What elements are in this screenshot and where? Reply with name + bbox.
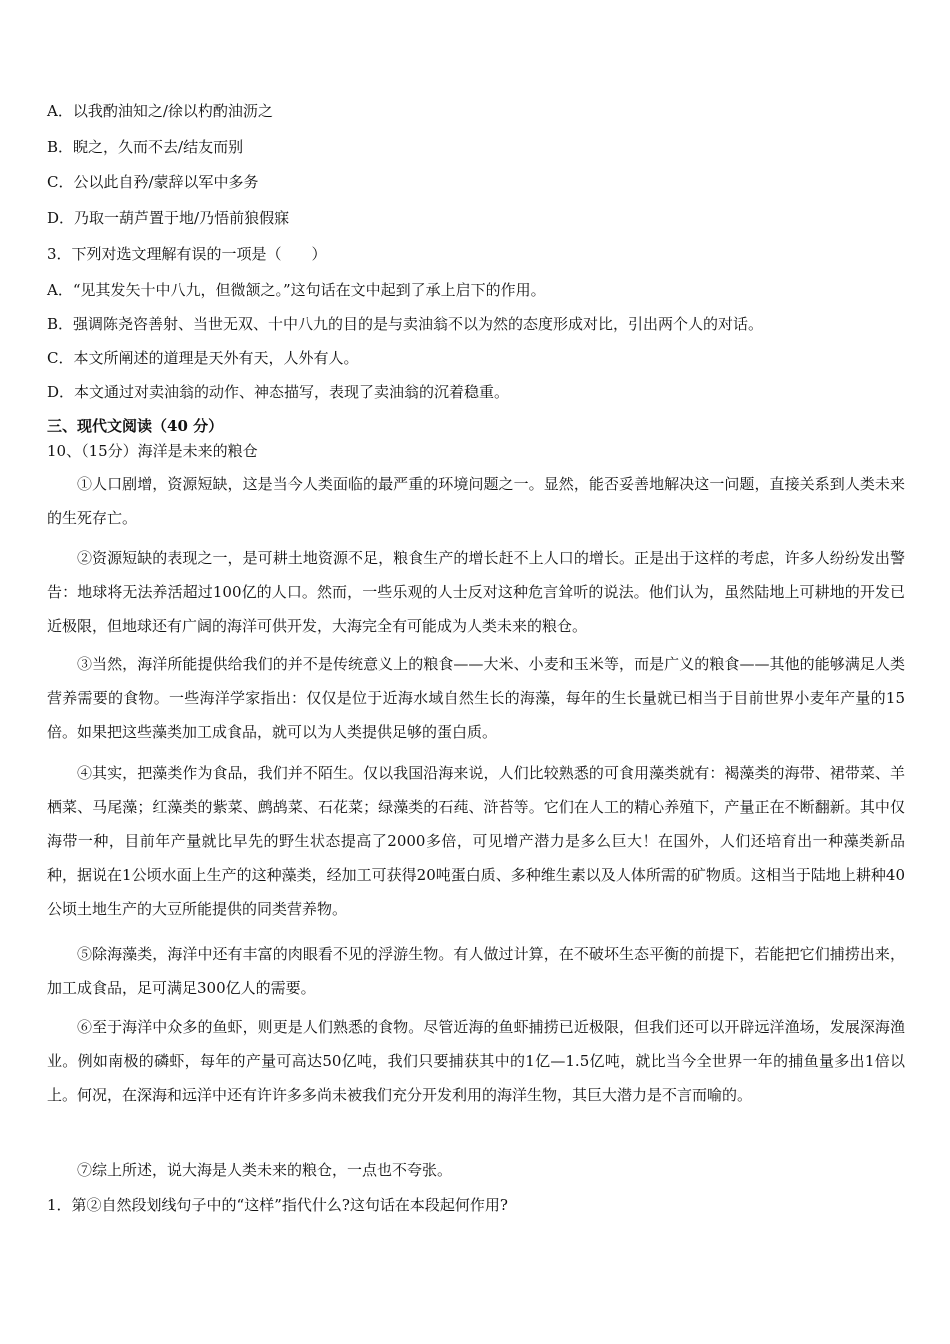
- q10-title: 10、（15分）海洋是未来的粮仓: [47, 442, 258, 460]
- section-heading: 三、现代文阅读（40 分）: [47, 417, 224, 435]
- q3-stem: 3．下列对选文理解有误的一项是（ ）: [47, 245, 327, 263]
- q3-option-c: C．本文所阐述的道理是天外有天，人外有人。: [47, 349, 359, 367]
- sub-question-1: 1．第②自然段划线句子中的“这样”指代什么?这句话在本段起何作用?: [47, 1196, 508, 1214]
- q3-option-a: A．“见其发矢十中八九，但微颔之。”这句话在文中起到了承上启下的作用。: [47, 281, 546, 299]
- paragraph-4: ④其实，把藻类作为食品，我们并不陌生。仅以我国沿海来说，人们比较熟悉的可食用藻类就有：褐藻类的海带、裙带菜、羊栖菜、马尾藻；红藻类的紫菜、鹧鸪菜、石花菜；绿藻类的石莼、浒苔等。它们在人工的精心养殖下，产量正在不断翻新。其中仅海带一种，目前年产量就比早先的野生状态提高了2000多倍，可见增产潜力是多么巨大！在国外，人们还培育出一种藻类新品种，据说在1公顷水面上生产的这种藻类，经加工可获得20吨蛋白质、多种维生素以及人体所需的矿物质。这相当于陆地上耕种40公顷土地生产的大豆所能提供的同类营养物。: [47, 764, 905, 918]
- q3-option-b: B．强调陈尧咨善射、当世无双、十中八九的目的是与卖油翁不以为然的态度形成对比，引出两个人的对话。: [47, 315, 764, 333]
- q2-option-a: A．以我酌油知之/徐以杓酌油沥之: [47, 102, 273, 120]
- paragraph-1: ①人口剧增，资源短缺，这是当今人类面临的最严重的环境问题之一。显然，能否妥善地解决这一问题，直接关系到人类未来的生死存亡。: [47, 475, 905, 527]
- q2-option-d: D．乃取一葫芦置于地/乃悟前狼假寐: [47, 209, 290, 227]
- q3-option-d: D．本文通过对卖油翁的动作、神态描写，表现了卖油翁的沉着稳重。: [47, 383, 510, 401]
- paragraph-6: ⑥至于海洋中众多的鱼虾，则更是人们熟悉的食物。尽管近海的鱼虾捕捞已近极限，但我们还可以开辟远洋渔场，发展深海渔业。例如南极的磷虾，每年的产量可高达50亿吨，我们只要捕获其中的1亿—1.5亿吨，就比当今全世界一年的捕鱼量多出1倍以上。何况，在深海和远洋中还有许许多多尚未被我们充分开发利用的海洋生物，其巨大潜力是不言而喻的。: [47, 1018, 905, 1104]
- paragraph-3: ③当然，海洋所能提供给我们的并不是传统意义上的粮食——大米、小麦和玉米等，而是广义的粮食——其他的能够满足人类营养需要的食物。一些海洋学家指出：仅仅是位于近海水域自然生长的海藻，每年的生长量就已相当于目前世界小麦年产量的15倍。如果把这些藻类加工成食品，就可以为人类提供足够的蛋白质。: [47, 655, 905, 741]
- q2-option-b: B．睨之，久而不去/结友而别: [47, 138, 244, 156]
- paragraph-5: ⑤除海藻类，海洋中还有丰富的肉眼看不见的浮游生物。有人做过计算，在不破坏生态平衡的前提下，若能把它们捕捞出来，加工成食品，足可满足300亿人的需要。: [47, 945, 905, 997]
- paragraph-2: ②资源短缺的表现之一，是可耕土地资源不足，粮食生产的增长赶不上人口的增长。正是出于这样的考虑，许多人纷纷发出警告：地球将无法养活超过100亿的人口。然而，一些乐观的人士反对这种危言耸听的说法。他们认为，虽然陆地上可耕地的开发已近极限，但地球还有广阔的海洋可供开发，大海完全有可能成为人类未来的粮仓。: [47, 549, 905, 635]
- paragraph-7: ⑦综上所述，说大海是人类未来的粮仓，一点也不夸张。: [77, 1161, 453, 1179]
- q2-option-c: C．公以此自矜/蒙辞以军中多务: [47, 173, 259, 191]
